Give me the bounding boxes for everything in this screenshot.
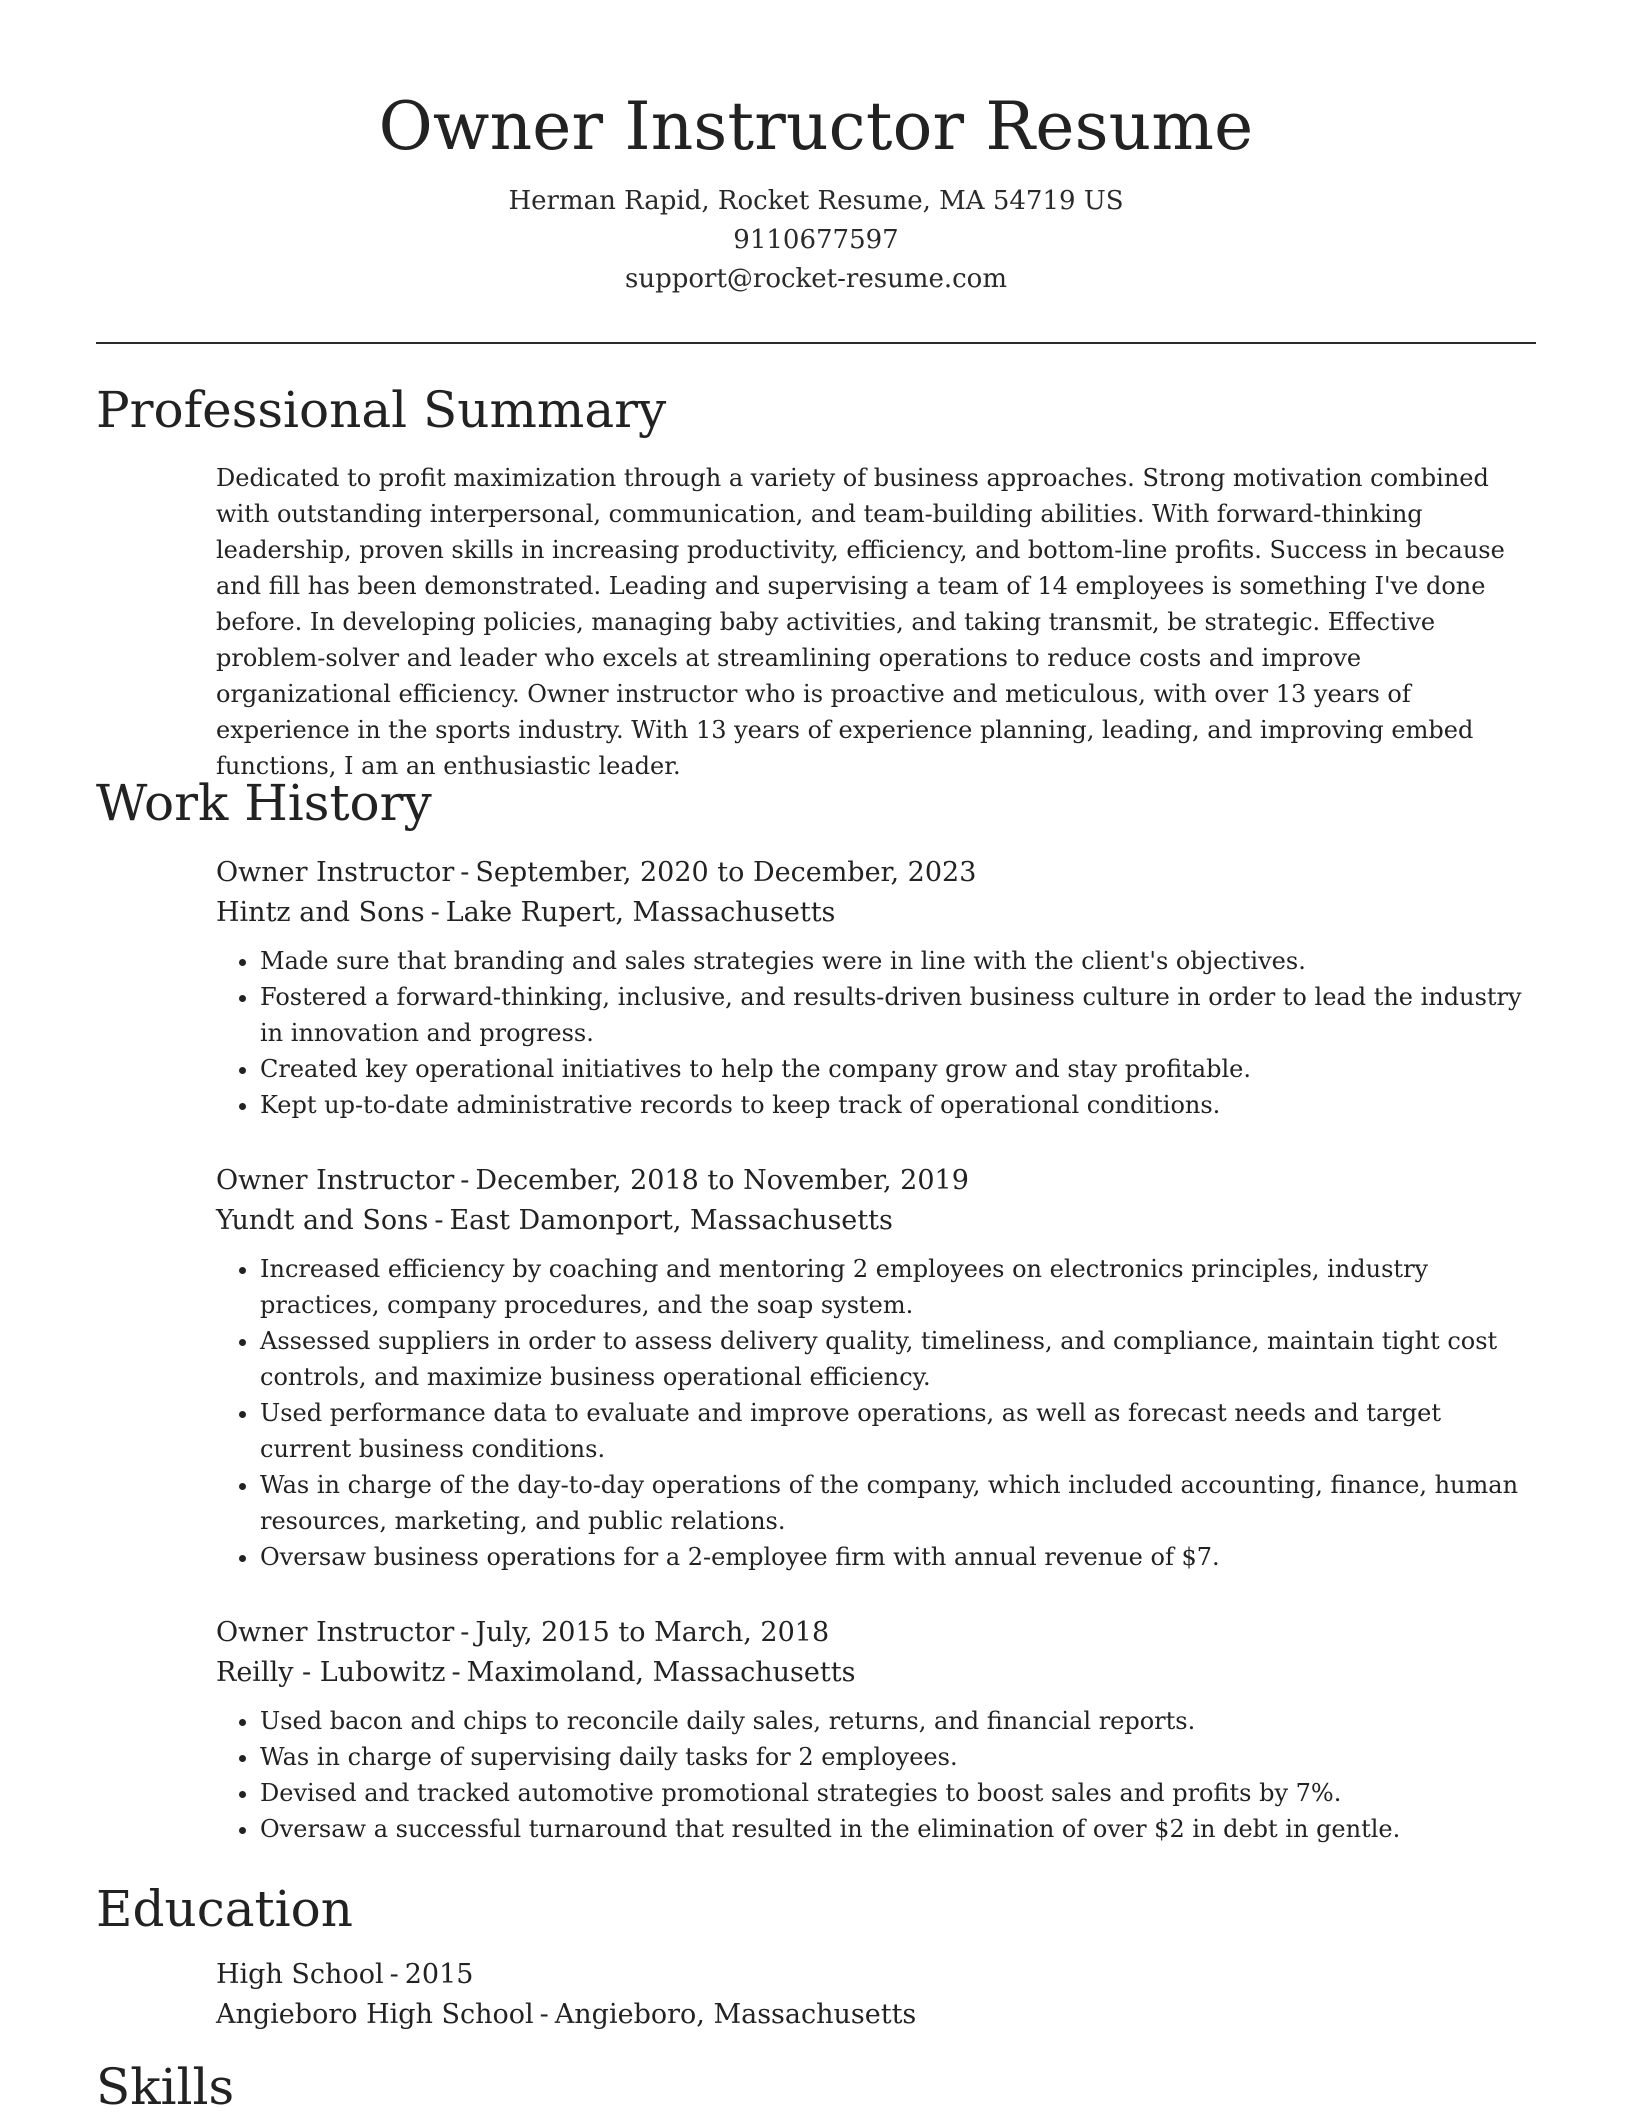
education-school: Angieboro High School	[216, 1999, 534, 2030]
job-title: Owner Instructor	[216, 857, 455, 888]
summary-text: Dedicated to profit maximization through a variety of business approaches. Strong motivation combined with outstanding interpersonal, communication, and team-building abilities. With forward-thinking leadership, proven skills in increasing productivity, efficiency, and bottom-line profits. Success in because and fill has been demonstrated. Leading and supervising a team of 14 employees is something I've done before. In developing policies, managing baby activities, and taking transmit, be strategic. Effective problem-solver and leader who excels at streamlining operations to reduce costs and improve organizational efficiency. Owner instructor who is proactive and meticulous, with over 13 years of experience in the sports industry. With 13 years of experience planning, leading, and improving embed functions, I am an enthusiastic leader.	[216, 464, 1505, 780]
job-company-line	[216, 1201, 1534, 1241]
job-bullet: • Created key operational initiatives to help the company grow and stay profitable.	[260, 1051, 1534, 1087]
section-heading-skills: Skills	[96, 2058, 235, 2116]
job-location: East Damonport, Massachusetts	[449, 1205, 893, 1236]
contact-block	[96, 182, 1536, 299]
job-bullet: • Increased efficiency by coaching and mentoring 2 employees on electronics principles, industry practices, company procedures, and the soap system.	[260, 1251, 1534, 1323]
section-heading-education: Education	[96, 1880, 353, 1938]
separator: -	[539, 1999, 549, 2030]
job-dates: July, 2015 to March, 2018	[475, 1617, 830, 1648]
education-year: 2015	[404, 1959, 474, 1990]
section-heading-summary: Professional Summary	[96, 381, 667, 439]
job-dates: September, 2020 to December, 2023	[475, 857, 977, 888]
job-company-line	[216, 893, 1534, 933]
job-bullet: • Was in charge of supervising daily tasks for 2 employees.	[260, 1739, 1534, 1775]
job-company: Hintz and Sons	[216, 897, 425, 928]
job-dates: December, 2018 to November, 2019	[475, 1165, 969, 1196]
job-bullet: • Assessed suppliers in order to assess delivery quality, timeliness, and compliance, maintain tight cost controls, and maximize business operational efficiency.	[260, 1323, 1534, 1395]
resume-header	[96, 82, 1536, 299]
separator: -	[460, 857, 470, 888]
section-heading-work-history: Work History	[96, 774, 432, 832]
contact-phone: 9110677597	[733, 225, 899, 255]
job-title-line	[216, 1613, 1534, 1653]
job-bullets	[216, 943, 1534, 1123]
job-entry-3	[216, 1613, 1534, 1847]
header-divider	[96, 342, 1536, 344]
separator: -	[451, 1657, 461, 1688]
job-location: Maximoland, Massachusetts	[466, 1657, 856, 1688]
job-company-line	[216, 1653, 1534, 1693]
job-bullet: • Devised and tracked automotive promotional strategies to boost sales and profits by 7%.	[260, 1775, 1534, 1811]
job-bullet: • Oversaw a successful turnaround that resulted in the elimination of over $2 in debt in gentle.	[260, 1811, 1534, 1847]
job-company: Yundt and Sons	[216, 1205, 429, 1236]
separator: -	[434, 1205, 444, 1236]
education-degree-line	[216, 1955, 1534, 1995]
job-title: Owner Instructor	[216, 1165, 455, 1196]
job-bullet: • Kept up-to-date administrative records to keep track of operational conditions.	[260, 1087, 1534, 1123]
separator: -	[460, 1165, 470, 1196]
job-bullets	[216, 1703, 1534, 1847]
education-location: Angieboro, Massachusetts	[554, 1999, 917, 2030]
job-title-line	[216, 853, 1534, 893]
job-location: Lake Rupert, Massachusetts	[445, 897, 836, 928]
education-entry	[216, 1955, 1534, 2035]
job-entry-1	[216, 853, 1534, 1123]
job-bullet: • Oversaw business operations for a 2-employee firm with annual revenue of $7.	[260, 1539, 1534, 1575]
contact-email: support@rocket-resume.com	[624, 264, 1007, 294]
job-bullet: • Fostered a forward-thinking, inclusive, and results-driven business culture in order to lead the industry in innovation and progress.	[260, 979, 1534, 1051]
job-bullet: • Was in charge of the day-to-day operations of the company, which included accounting, finance, human resources, marketing, and public relations.	[260, 1467, 1534, 1539]
job-company: Reilly - Lubowitz	[216, 1657, 446, 1688]
separator: -	[430, 897, 440, 928]
education-degree: High School	[216, 1959, 384, 1990]
job-bullets	[216, 1251, 1534, 1575]
separator: -	[389, 1959, 399, 1990]
job-bullet: • Used bacon and chips to reconcile daily sales, returns, and financial reports.	[260, 1703, 1534, 1739]
job-title-line	[216, 1161, 1534, 1201]
separator: -	[460, 1617, 470, 1648]
contact-address: Herman Rapid, Rocket Resume, MA 54719 US	[508, 186, 1124, 216]
job-entry-2	[216, 1161, 1534, 1575]
job-bullet: • Made sure that branding and sales strategies were in line with the client's objectives.	[260, 943, 1534, 979]
resume-title: Owner Instructor Resume	[378, 88, 1254, 165]
job-bullet: • Used performance data to evaluate and improve operations, as well as forecast needs and target current business conditions.	[260, 1395, 1534, 1467]
job-title: Owner Instructor	[216, 1617, 455, 1648]
education-school-line	[216, 1995, 1534, 2035]
